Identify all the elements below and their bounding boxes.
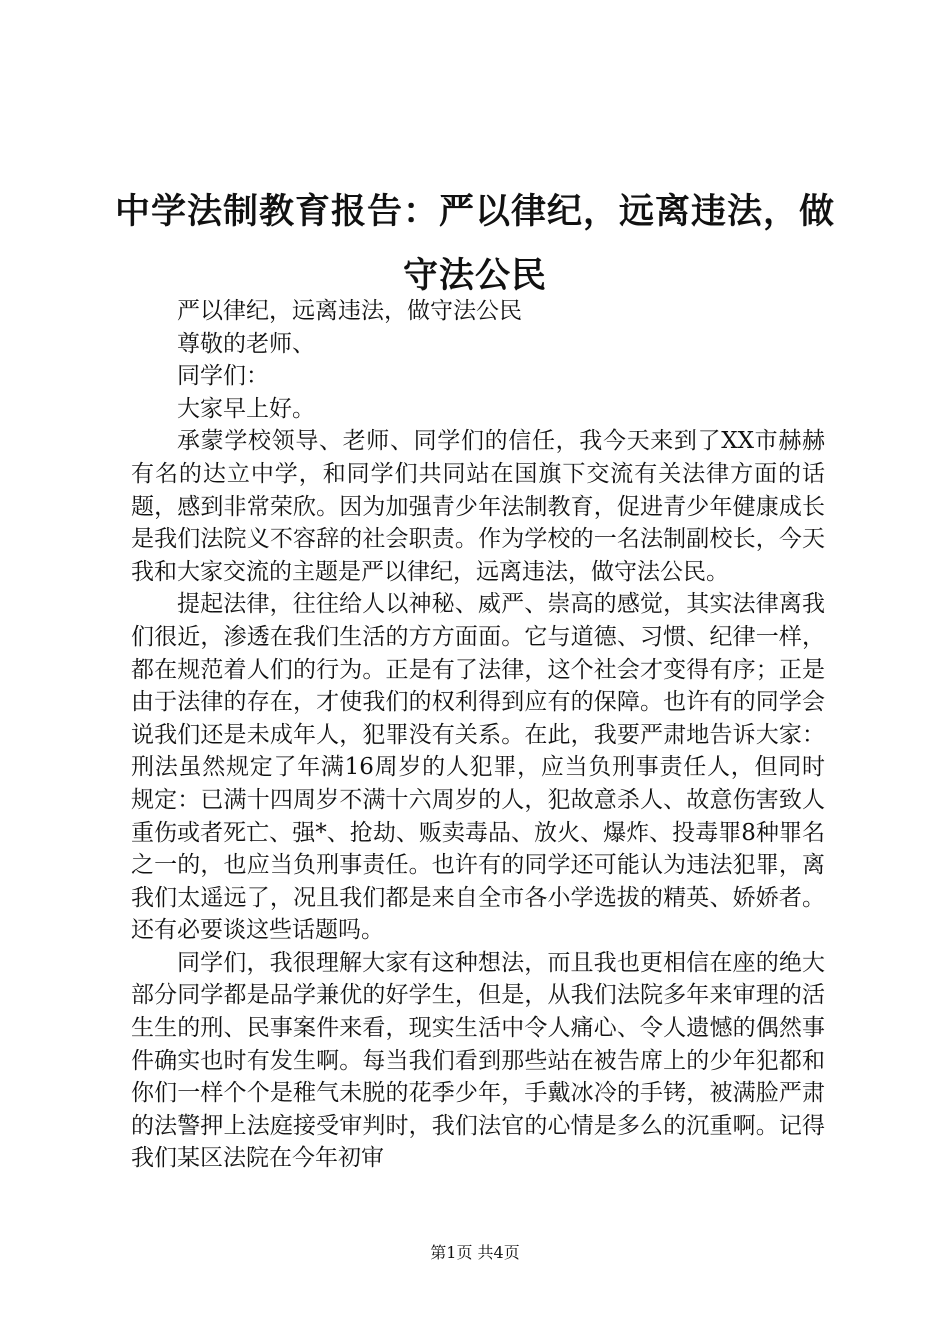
document-title: 中学法制教育报告：严以律纪，远离违法，做守法公民	[114, 192, 835, 296]
paragraph-intro: 承蒙学校领导、老师、同学们的信任，我今天来到了XX市赫赫有名的达立中学，和同学们共同站在国旗下交流有关法律方面的话题，感到非常荣欣。因为加强青少年法制教育，促进青少年健康成长是我们法院义不容辞的社会职责。作为学校的一名法制副校长，今天我和大家交流的主题是严以律纪，远离违法，做守法公民。	[131, 428, 825, 585]
paragraph-cases: 同学们，我很理解大家有这种想法，而且我也更相信在座的绝大部分同学都是品学兼优的好学生，但是，从我们法院多年来审理的活生生的刑、民事案件来看，现实生活中令人痛心、令人遗憾的偶然事件确实也时有发生啊。每当我们看到那些站在被告席上的少年犯都和你们一样个个是稚气未脱的花季少年，手戴冰冷的手铐，被满脸严肃的法警押上法庭接受审判时，我们法官的心情是多么的沉重啊。记得我们某区法院在今年初审	[131, 949, 825, 1172]
paragraph-law: 提起法律，往往给人以神秘、威严、崇高的感觉，其实法律离我们很近，渗透在我们生活的方方面面。它与道德、习惯、纪律一样，都在规范着人们的行为。正是有了法律，这个社会才变得有序；正是由于法律的存在，才使我们的权利得到应有的保障。也许有的同学会说我们还是未成年人，犯罪没有关系。在此，我要严肃地告诉大家：刑法虽然规定了年满16周岁的人犯罪，应当负刑事责任人，但同时规定：已满十四周岁不满十六周岁的人，犯故意杀人、故意伤害致人重伤或者死亡、强*、抢劫、贩卖毒品、放火、爆炸、投毒罪8种罪名之一的，也应当负刑事责任。也许有的同学还可能认为违法犯罪，离我们太遥远了，况且我们都是来自全市各小学选拔的精英、娇娇者。还有必要谈这些话题吗。	[131, 591, 825, 944]
paragraph-salutation-students: 同学们：	[177, 363, 269, 390]
page-number: 第1页 共4页	[430, 1243, 520, 1262]
paragraph-subtitle: 严以律纪，远离违法，做守法公民	[177, 298, 522, 324]
paragraph-greeting: 大家早上好。	[177, 395, 315, 422]
paragraph-salutation-teachers: 尊敬的老师、	[177, 330, 315, 357]
document-body	[131, 295, 825, 1175]
